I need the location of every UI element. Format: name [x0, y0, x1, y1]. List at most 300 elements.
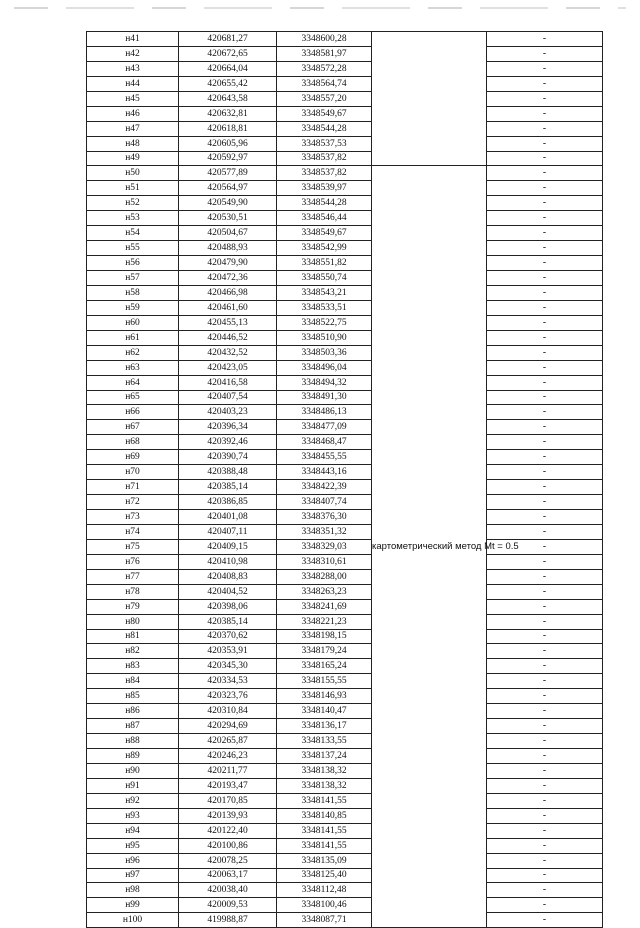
point-name-cell: н52 [87, 196, 179, 211]
x-coordinate-cell: 420398,06 [179, 599, 277, 614]
x-coordinate-cell: 420385,14 [179, 614, 277, 629]
mark-cell: - [487, 435, 603, 450]
y-coordinate-cell: 3348263,23 [277, 584, 372, 599]
table-row [87, 375, 603, 390]
table-row [87, 883, 603, 898]
x-coordinate-cell: 420403,23 [179, 405, 277, 420]
mark-cell: - [487, 241, 603, 256]
table-row [87, 226, 603, 241]
table-row [87, 315, 603, 330]
mark-cell: - [487, 599, 603, 614]
x-coordinate-cell: 420461,60 [179, 300, 277, 315]
mark-cell: - [487, 76, 603, 91]
y-coordinate-cell: 3348510,90 [277, 330, 372, 345]
point-name-cell: н65 [87, 390, 179, 405]
mark-cell: - [487, 285, 603, 300]
mark-cell: - [487, 644, 603, 659]
y-coordinate-cell: 3348468,47 [277, 435, 372, 450]
point-name-cell: н98 [87, 883, 179, 898]
x-coordinate-cell: 420353,91 [179, 644, 277, 659]
x-coordinate-cell: 420345,30 [179, 659, 277, 674]
point-name-cell: н84 [87, 674, 179, 689]
y-coordinate-cell: 3348543,21 [277, 285, 372, 300]
point-name-cell: н63 [87, 360, 179, 375]
y-coordinate-cell: 3348443,16 [277, 465, 372, 480]
x-coordinate-cell: 420063,17 [179, 868, 277, 883]
y-coordinate-cell: 3348537,53 [277, 136, 372, 151]
point-name-cell: н79 [87, 599, 179, 614]
point-name-cell: н86 [87, 704, 179, 719]
y-coordinate-cell: 3348564,74 [277, 76, 372, 91]
mark-cell: - [487, 719, 603, 734]
point-name-cell: н74 [87, 524, 179, 539]
table-row [87, 91, 603, 106]
coordinates-table-body [87, 32, 603, 928]
mark-cell: - [487, 121, 603, 136]
mark-cell: - [487, 61, 603, 76]
mark-cell: - [487, 629, 603, 644]
point-name-cell: н64 [87, 375, 179, 390]
table-row [87, 271, 603, 286]
y-coordinate-cell: 3348141,55 [277, 823, 372, 838]
table-row [87, 704, 603, 719]
method-cell-empty [372, 32, 487, 166]
y-coordinate-cell: 3348329,03 [277, 539, 372, 554]
y-coordinate-cell: 3348198,15 [277, 629, 372, 644]
table-row [87, 106, 603, 121]
point-name-cell: н89 [87, 749, 179, 764]
x-coordinate-cell: 420446,52 [179, 330, 277, 345]
table-row [87, 181, 603, 196]
point-name-cell: н50 [87, 166, 179, 181]
point-name-cell: н90 [87, 763, 179, 778]
y-coordinate-cell: 3348600,28 [277, 32, 372, 47]
table-row [87, 166, 603, 181]
mark-cell: - [487, 763, 603, 778]
point-name-cell: н61 [87, 330, 179, 345]
y-coordinate-cell: 3348544,28 [277, 121, 372, 136]
mark-cell: - [487, 256, 603, 271]
mark-cell: - [487, 539, 603, 554]
y-coordinate-cell: 3348477,09 [277, 420, 372, 435]
point-name-cell: н100 [87, 913, 179, 928]
mark-cell: - [487, 271, 603, 286]
x-coordinate-cell: 420618,81 [179, 121, 277, 136]
table-row [87, 151, 603, 166]
table-row [87, 659, 603, 674]
x-coordinate-cell: 420577,89 [179, 166, 277, 181]
x-coordinate-cell: 420632,81 [179, 106, 277, 121]
mark-cell: - [487, 838, 603, 853]
table-row [87, 853, 603, 868]
mark-cell: - [487, 390, 603, 405]
x-coordinate-cell: 420410,98 [179, 554, 277, 569]
table-row [87, 480, 603, 495]
table-row [87, 823, 603, 838]
table-row [87, 465, 603, 480]
y-coordinate-cell: 3348455,55 [277, 450, 372, 465]
point-name-cell: н43 [87, 61, 179, 76]
mark-cell: - [487, 181, 603, 196]
point-name-cell: н97 [87, 868, 179, 883]
x-coordinate-cell: 420530,51 [179, 211, 277, 226]
mark-cell: - [487, 196, 603, 211]
y-coordinate-cell: 3348140,85 [277, 808, 372, 823]
mark-cell: - [487, 823, 603, 838]
mark-cell: - [487, 853, 603, 868]
x-coordinate-cell: 420549,90 [179, 196, 277, 211]
y-coordinate-cell: 3348539,97 [277, 181, 372, 196]
mark-cell: - [487, 689, 603, 704]
x-coordinate-cell: 420466,98 [179, 285, 277, 300]
mark-cell: - [487, 510, 603, 525]
point-name-cell: н93 [87, 808, 179, 823]
mark-cell: - [487, 300, 603, 315]
y-coordinate-cell: 3348133,55 [277, 734, 372, 749]
point-name-cell: н75 [87, 539, 179, 554]
table-row [87, 808, 603, 823]
point-name-cell: н77 [87, 569, 179, 584]
point-name-cell: н88 [87, 734, 179, 749]
point-name-cell: н71 [87, 480, 179, 495]
x-coordinate-cell: 420404,52 [179, 584, 277, 599]
point-name-cell: н48 [87, 136, 179, 151]
y-coordinate-cell: 3348351,32 [277, 524, 372, 539]
mark-cell: - [487, 360, 603, 375]
y-coordinate-cell: 3348141,55 [277, 793, 372, 808]
table-row [87, 360, 603, 375]
x-coordinate-cell: 420416,58 [179, 375, 277, 390]
mark-cell: - [487, 614, 603, 629]
x-coordinate-cell: 420655,42 [179, 76, 277, 91]
y-coordinate-cell: 3348522,75 [277, 315, 372, 330]
table-row [87, 420, 603, 435]
mark-cell: - [487, 375, 603, 390]
table-row [87, 46, 603, 61]
table-row [87, 300, 603, 315]
y-coordinate-cell: 3348135,09 [277, 853, 372, 868]
y-coordinate-cell: 3348376,30 [277, 510, 372, 525]
x-coordinate-cell: 420009,53 [179, 898, 277, 913]
x-coordinate-cell: 420643,58 [179, 91, 277, 106]
x-coordinate-cell: 420100,86 [179, 838, 277, 853]
x-coordinate-cell: 420246,23 [179, 749, 277, 764]
x-coordinate-cell: 420211,77 [179, 763, 277, 778]
point-name-cell: н70 [87, 465, 179, 480]
y-coordinate-cell: 3348491,30 [277, 390, 372, 405]
y-coordinate-cell: 3348533,51 [277, 300, 372, 315]
x-coordinate-cell: 420294,69 [179, 719, 277, 734]
x-coordinate-cell: 420386,85 [179, 495, 277, 510]
point-name-cell: н53 [87, 211, 179, 226]
mark-cell: - [487, 569, 603, 584]
x-coordinate-cell: 420664,04 [179, 61, 277, 76]
point-name-cell: н62 [87, 345, 179, 360]
mark-cell: - [487, 330, 603, 345]
table-row [87, 390, 603, 405]
point-name-cell: н67 [87, 420, 179, 435]
table-row [87, 539, 603, 554]
x-coordinate-cell: 420392,46 [179, 435, 277, 450]
point-name-cell: н95 [87, 838, 179, 853]
table-row [87, 689, 603, 704]
point-name-cell: н60 [87, 315, 179, 330]
y-coordinate-cell: 3348551,82 [277, 256, 372, 271]
x-coordinate-cell: 420592,97 [179, 151, 277, 166]
y-coordinate-cell: 3348241,69 [277, 599, 372, 614]
point-name-cell: н68 [87, 435, 179, 450]
table-row [87, 554, 603, 569]
mark-cell: - [487, 106, 603, 121]
table-row [87, 868, 603, 883]
point-name-cell: н87 [87, 719, 179, 734]
x-coordinate-cell: 420605,96 [179, 136, 277, 151]
y-coordinate-cell: 3348140,47 [277, 704, 372, 719]
mark-cell: - [487, 405, 603, 420]
y-coordinate-cell: 3348310,61 [277, 554, 372, 569]
y-coordinate-cell: 3348494,32 [277, 375, 372, 390]
mark-cell: - [487, 704, 603, 719]
mark-cell: - [487, 345, 603, 360]
mark-cell: - [487, 898, 603, 913]
mark-cell: - [487, 315, 603, 330]
point-name-cell: н55 [87, 241, 179, 256]
y-coordinate-cell: 3348087,71 [277, 913, 372, 928]
table-row [87, 629, 603, 644]
mark-cell: - [487, 136, 603, 151]
mark-cell: - [487, 226, 603, 241]
point-name-cell: н96 [87, 853, 179, 868]
table-row [87, 196, 603, 211]
table-row [87, 734, 603, 749]
y-coordinate-cell: 3348112,48 [277, 883, 372, 898]
table-row [87, 524, 603, 539]
y-coordinate-cell: 3348557,20 [277, 91, 372, 106]
point-name-cell: н69 [87, 450, 179, 465]
x-coordinate-cell: 420170,85 [179, 793, 277, 808]
y-coordinate-cell: 3348165,24 [277, 659, 372, 674]
y-coordinate-cell: 3348544,28 [277, 196, 372, 211]
table-row [87, 569, 603, 584]
coordinates-table [86, 31, 603, 928]
x-coordinate-cell: 420038,40 [179, 883, 277, 898]
mark-cell: - [487, 151, 603, 166]
y-coordinate-cell: 3348221,23 [277, 614, 372, 629]
mark-cell: - [487, 420, 603, 435]
mark-cell: - [487, 524, 603, 539]
table-row [87, 614, 603, 629]
y-coordinate-cell: 3348138,32 [277, 778, 372, 793]
mark-cell: - [487, 674, 603, 689]
point-name-cell: н85 [87, 689, 179, 704]
table-row [87, 913, 603, 928]
mark-cell: - [487, 465, 603, 480]
table-row [87, 61, 603, 76]
point-name-cell: н76 [87, 554, 179, 569]
point-name-cell: н42 [87, 46, 179, 61]
x-coordinate-cell: 420396,34 [179, 420, 277, 435]
x-coordinate-cell: 420310,84 [179, 704, 277, 719]
y-coordinate-cell: 3348125,40 [277, 868, 372, 883]
y-coordinate-cell: 3348179,24 [277, 644, 372, 659]
mark-cell: - [487, 808, 603, 823]
table-row [87, 136, 603, 151]
table-row [87, 778, 603, 793]
table-row [87, 898, 603, 913]
x-coordinate-cell: 419988,87 [179, 913, 277, 928]
x-coordinate-cell: 420388,48 [179, 465, 277, 480]
y-coordinate-cell: 3348100,46 [277, 898, 372, 913]
y-coordinate-cell: 3348549,67 [277, 226, 372, 241]
table-row [87, 121, 603, 136]
x-coordinate-cell: 420455,13 [179, 315, 277, 330]
x-coordinate-cell: 420681,27 [179, 32, 277, 47]
mark-cell: - [487, 659, 603, 674]
x-coordinate-cell: 420323,76 [179, 689, 277, 704]
point-name-cell: н94 [87, 823, 179, 838]
y-coordinate-cell: 3348407,74 [277, 495, 372, 510]
y-coordinate-cell: 3348136,17 [277, 719, 372, 734]
mark-cell: - [487, 734, 603, 749]
table-row [87, 76, 603, 91]
table-row [87, 241, 603, 256]
x-coordinate-cell: 420078,25 [179, 853, 277, 868]
point-name-cell: н51 [87, 181, 179, 196]
x-coordinate-cell: 420401,08 [179, 510, 277, 525]
x-coordinate-cell: 420265,87 [179, 734, 277, 749]
table-row [87, 285, 603, 300]
mark-cell: - [487, 166, 603, 181]
y-coordinate-cell: 3348496,04 [277, 360, 372, 375]
point-name-cell: н47 [87, 121, 179, 136]
point-name-cell: н78 [87, 584, 179, 599]
x-coordinate-cell: 420488,93 [179, 241, 277, 256]
mark-cell: - [487, 883, 603, 898]
point-name-cell: н45 [87, 91, 179, 106]
x-coordinate-cell: 420472,36 [179, 271, 277, 286]
y-coordinate-cell: 3348138,32 [277, 763, 372, 778]
method-cell: картометрический метод Mt = 0.5 [372, 166, 487, 928]
point-name-cell: н44 [87, 76, 179, 91]
mark-cell: - [487, 584, 603, 599]
point-name-cell: н92 [87, 793, 179, 808]
x-coordinate-cell: 420370,62 [179, 629, 277, 644]
x-coordinate-cell: 420479,90 [179, 256, 277, 271]
point-name-cell: н73 [87, 510, 179, 525]
y-coordinate-cell: 3348288,00 [277, 569, 372, 584]
table-row [87, 749, 603, 764]
y-coordinate-cell: 3348537,82 [277, 151, 372, 166]
point-name-cell: н56 [87, 256, 179, 271]
scan-header-artifact [14, 7, 626, 9]
y-coordinate-cell: 3348137,24 [277, 749, 372, 764]
mark-cell: - [487, 211, 603, 226]
mark-cell: - [487, 91, 603, 106]
y-coordinate-cell: 3348503,36 [277, 345, 372, 360]
x-coordinate-cell: 420432,52 [179, 345, 277, 360]
table-row [87, 435, 603, 450]
table-row [87, 674, 603, 689]
table-row [87, 510, 603, 525]
table-row [87, 838, 603, 853]
point-name-cell: н46 [87, 106, 179, 121]
point-name-cell: н99 [87, 898, 179, 913]
x-coordinate-cell: 420390,74 [179, 450, 277, 465]
x-coordinate-cell: 420385,14 [179, 480, 277, 495]
point-name-cell: н72 [87, 495, 179, 510]
y-coordinate-cell: 3348537,82 [277, 166, 372, 181]
mark-cell: - [487, 778, 603, 793]
y-coordinate-cell: 3348486,13 [277, 405, 372, 420]
table-row [87, 599, 603, 614]
x-coordinate-cell: 420408,83 [179, 569, 277, 584]
y-coordinate-cell: 3348572,28 [277, 61, 372, 76]
point-name-cell: н83 [87, 659, 179, 674]
x-coordinate-cell: 420122,40 [179, 823, 277, 838]
mark-cell: - [487, 793, 603, 808]
table-row [87, 495, 603, 510]
mark-cell: - [487, 913, 603, 928]
y-coordinate-cell: 3348141,55 [277, 838, 372, 853]
mark-cell: - [487, 32, 603, 47]
y-coordinate-cell: 3348146,93 [277, 689, 372, 704]
table-row [87, 405, 603, 420]
y-coordinate-cell: 3348546,44 [277, 211, 372, 226]
x-coordinate-cell: 420672,65 [179, 46, 277, 61]
table-row [87, 793, 603, 808]
mark-cell: - [487, 749, 603, 764]
table-row [87, 256, 603, 271]
table-row [87, 211, 603, 226]
point-name-cell: н82 [87, 644, 179, 659]
point-name-cell: н59 [87, 300, 179, 315]
table-row [87, 584, 603, 599]
y-coordinate-cell: 3348550,74 [277, 271, 372, 286]
point-name-cell: н66 [87, 405, 179, 420]
x-coordinate-cell: 420409,15 [179, 539, 277, 554]
x-coordinate-cell: 420193,47 [179, 778, 277, 793]
point-name-cell: н54 [87, 226, 179, 241]
y-coordinate-cell: 3348155,55 [277, 674, 372, 689]
x-coordinate-cell: 420564,97 [179, 181, 277, 196]
point-name-cell: н41 [87, 32, 179, 47]
x-coordinate-cell: 420407,11 [179, 524, 277, 539]
point-name-cell: н91 [87, 778, 179, 793]
x-coordinate-cell: 420334,53 [179, 674, 277, 689]
mark-cell: - [487, 868, 603, 883]
table-row [87, 763, 603, 778]
table-row [87, 330, 603, 345]
table-row [87, 32, 603, 47]
point-name-cell: н57 [87, 271, 179, 286]
mark-cell: - [487, 46, 603, 61]
mark-cell: - [487, 450, 603, 465]
x-coordinate-cell: 420423,05 [179, 360, 277, 375]
x-coordinate-cell: 420407,54 [179, 390, 277, 405]
y-coordinate-cell: 3348549,67 [277, 106, 372, 121]
point-name-cell: н80 [87, 614, 179, 629]
table-row [87, 345, 603, 360]
point-name-cell: н81 [87, 629, 179, 644]
mark-cell: - [487, 495, 603, 510]
y-coordinate-cell: 3348542,99 [277, 241, 372, 256]
table-row [87, 644, 603, 659]
mark-cell: - [487, 554, 603, 569]
table-row [87, 450, 603, 465]
table-row [87, 719, 603, 734]
point-name-cell: н49 [87, 151, 179, 166]
mark-cell: - [487, 480, 603, 495]
